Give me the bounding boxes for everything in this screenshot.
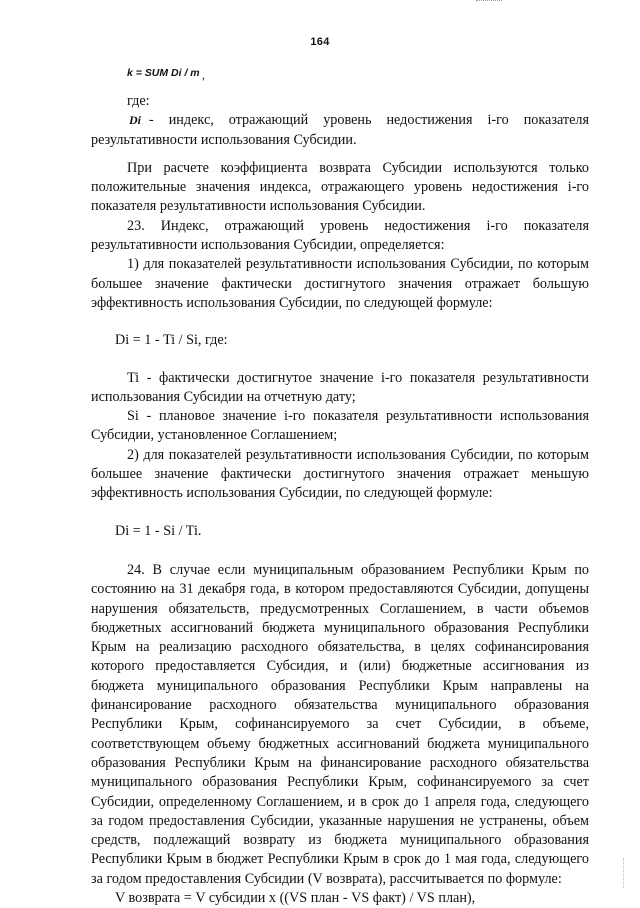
paragraph-23-item-2: 2) для показателей результативности использования Субсидии, по которым большее значение фактически достигнутого значения отражает меньшую эффективность использования Субсидии, по следующей формуле: [91, 446, 589, 502]
formula-di-1: Di = 1 - Ti / Si, где: [115, 332, 228, 349]
scan-artifact-edge [623, 858, 628, 888]
scan-artifact-top [476, 0, 502, 3]
paragraph-24: 24. В случае если муниципальным образованием Республики Крым по состоянию на 31 декабря года, в котором предоставляются Субсидии, допущены нарушения обязательств, предусмотренных Соглашением, в части объемов бюджетных ассигнований бюджета муниципального образования Республики Крым на реализацию расходного обязательства, в целях софинансирования которого предоставляется Субсидия, и (или) бюджетные ассигнования из бюджета муниципального образования Республики Крым направлены на финансирование расходного обязательства муниципального образования Республики Крым, софинансируемого за счет Субсидии, в объеме, соответствующем объему бюджетных ассигнований бюджета муниципального образования Республики Крым на финансирование расходного обязательства муниципального образования Республики Крым, софинансируемого за счет Субсидии, определенному Соглашением, и в срок до 1 апреля года, следующего за годом предоставления Субсидии, указанные нарушения не устранены, объем средств, подлежащий возврату из бюджета муниципального образования Республики Крым в бюджет Республики Крым в срок до 1 мая года, следующего за годом предоставления Субсидии (V возврата), рассчитывается по формуле: [91, 561, 589, 887]
ti-definition: Ti - фактически достигнутое значение i-го показателя результативности использования Субсидии на отчетную дату; [91, 369, 589, 405]
page-number: 164 [310, 36, 330, 48]
di-definition: - индекс, отражающий уровень недостижения i-го показателя результативности использования Субсидии. [91, 112, 589, 148]
formula-k-text: k = SUM Di / m [127, 67, 200, 79]
formula-v-return: V возврата = V субсидии x ((VS план - VS факт) / VS план), [115, 889, 476, 906]
where-label: где: [127, 93, 150, 109]
formula-k-comma: , [201, 68, 205, 82]
document-body [91, 64, 589, 908]
paragraph-23: 23. Индекс, отражающий уровень недостижения i-го показателя результативности использования Субсидии, определяется: [91, 217, 589, 254]
di-symbol: Di [129, 113, 141, 128]
paragraph-23-item-1: 1) для показателей результативности использования Субсидии, по которым большее значение фактически достигнутого значения отражает большую эффективность использования Субсидии, по следующей формуле: [91, 256, 589, 311]
formula-di-2: Di = 1 - Si / Ti. [115, 522, 202, 539]
formula-k [91, 64, 589, 83]
paragraph-positive-values: При расчете коэффициента возврата Субсидии используются только положительные значения индекса, отражающего уровень недостижения i-го показателя результативности использования Субсидии. [91, 159, 589, 215]
si-definition: Si - плановое значение i-го показателя результативности использования Субсидии, установленное Соглашением; [91, 408, 589, 444]
